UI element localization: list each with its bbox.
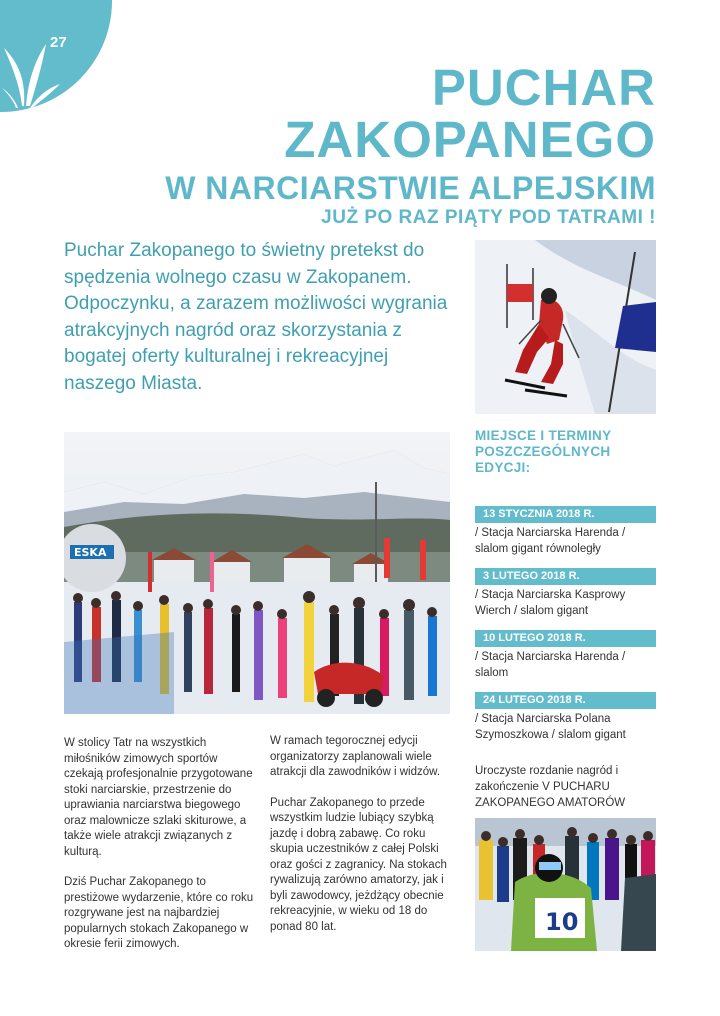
paragraph: W ramach tegorocznej edycji organizatorzy zaplanowali wiele atrakcji dla zawodników i widzów. bbox=[270, 735, 441, 778]
event-date: 10 LUTEGO 2018 R. bbox=[475, 630, 656, 647]
article-title bbox=[165, 59, 656, 230]
event-item bbox=[475, 692, 656, 743]
bib-number: 10 bbox=[545, 908, 579, 936]
title-line-3: W NARCIARSTWIE ALPEJSKIM bbox=[165, 170, 656, 206]
paragraph: Dziś Puchar Zakopanego to prestiżowe wydarzenie, które co roku rozgrywane jest na najbardziej popularnych stokach Zakopanego w okresie ferii zimowych. bbox=[64, 876, 254, 950]
event-item bbox=[475, 568, 656, 619]
title-line-1: PUCHAR bbox=[431, 59, 656, 116]
banner-text: ESKA bbox=[74, 546, 107, 559]
lead-paragraph: Puchar Zakopanego to świetny pretekst do spędzenia wolnego czasu w Zakopanem. Odpoczynku, a zarazem możliwości wygrania atrakcyjnych nagród oraz skorzystania z bogatej oferty kulturalnej i rekreacyjnej naszego Miasta. bbox=[64, 240, 448, 394]
title-line-4: JUŻ PO RAZ PIĄTY POD TATRAMI ! bbox=[321, 207, 656, 228]
page-number: 27 bbox=[50, 34, 67, 51]
event-description: / Stacja Narciarska Harenda / slalom bbox=[475, 651, 626, 679]
body-column-1 bbox=[64, 736, 254, 968]
event-date: 3 LUTEGO 2018 R. bbox=[475, 568, 656, 585]
paragraph: Puchar Zakopanego to przede wszystkim ludzie lubiący szybką jazdę i dobrą zabawę. Co roku skupia uczestników z całej Polski oraz gości z zagranicy. Na stokach rywalizują zarówno amatorzy, jak i byli zawodowcy, jeżdżący obecnie rekreacyjnie, w wieku od 18 do ponad 80 lat. bbox=[270, 796, 447, 933]
slalom-skier-photo bbox=[475, 240, 656, 414]
event-date: 24 LUTEGO 2018 R. bbox=[475, 692, 656, 709]
event-item bbox=[475, 630, 656, 681]
body-column-2 bbox=[270, 734, 460, 950]
event-description: / Stacja Narciarska Polana Szymoszkowa / slalom gigant bbox=[475, 713, 626, 741]
event-description: / Stacja Narciarska Harenda / slalom gigant równoległy bbox=[475, 527, 626, 555]
competitors-photo bbox=[475, 818, 656, 951]
event-item bbox=[475, 506, 656, 557]
event-list bbox=[475, 506, 656, 743]
title-line-2: ZAKOPANEGO bbox=[284, 111, 656, 168]
schedule-heading: MIEJSCE I TERMINY POSZCZEGÓLNYCH EDYCJI: bbox=[475, 428, 612, 475]
event-schedule-sidebar bbox=[475, 428, 656, 811]
paragraph: W stolicy Tatr na wszystkich miłośników zimowych sportów czekają profesjonalnie przygotowane stoki narciarskie, przestrzenie do uprawiania narciarstwa biegowego oraz malownicze szlaki skiturowe, a także wiele atrakcji związanych z kulturą. bbox=[64, 737, 253, 858]
event-crowd-photo bbox=[64, 432, 450, 714]
event-date: 13 STYCZNIA 2018 R. bbox=[475, 506, 656, 523]
closing-ceremony-note: Uroczyste rozdanie nagród i zakończenie V PUCHARU ZAKOPANEGO AMATORÓW bbox=[475, 765, 626, 809]
event-description: / Stacja Narciarska Kasprowy Wierch / slalom gigant bbox=[475, 589, 626, 617]
